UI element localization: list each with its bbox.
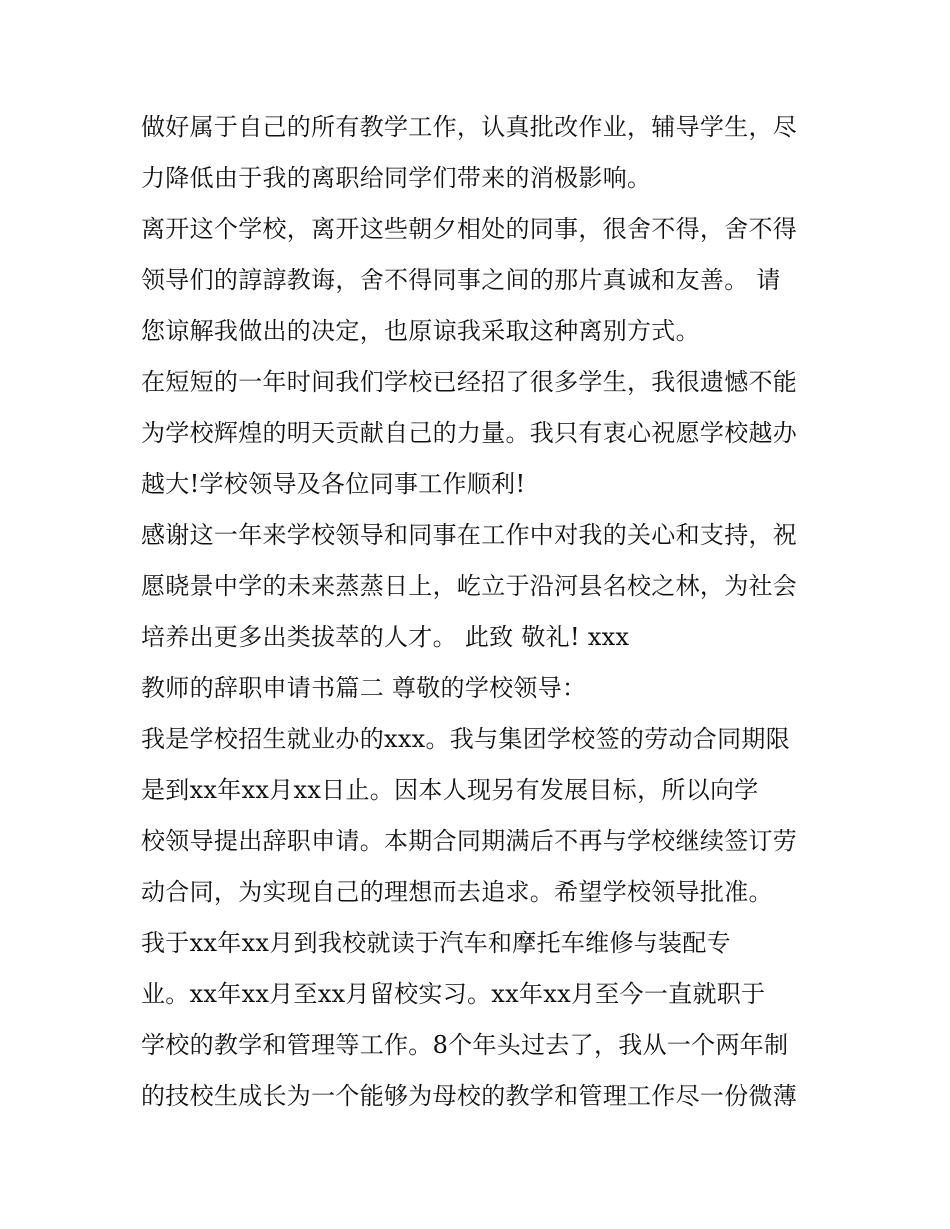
text-line: 您谅解我做出的决定，也原谅我采取这种离别方式。 bbox=[141, 317, 700, 345]
text-line: 学校的教学和管理等工作。8个年头过去了，我从一个两年制 bbox=[141, 1031, 789, 1059]
text-line: 动合同，为实现自己的理想而去追求。希望学校领导批准。 bbox=[141, 878, 773, 906]
text-line: 我是学校招生就业办的xxx。我与集团学校签的劳动合同期限 bbox=[141, 725, 791, 753]
text-line: 做好属于自己的所有教学工作，认真批改作业，辅导学生，尽 bbox=[141, 113, 798, 141]
text-line: 是到xx年xx月xx日止。因本人现另有发展目标，所以向学 bbox=[141, 776, 759, 804]
text-line: 愿晓景中学的未来蒸蒸日上，屹立于沿河县名校之林，为社会 bbox=[141, 572, 798, 600]
text-line: 我于xx年xx月到我校就读于汽车和摩托车维修与装配专 bbox=[141, 929, 731, 957]
text-line: 力降低由于我的离职给同学们带来的消极影响。 bbox=[141, 164, 652, 192]
text-line: 培养出更多出类拔萃的人才。 此致 敬礼! xxx bbox=[141, 623, 630, 651]
section-heading: 教师的辞职申请书篇二 尊敬的学校领导： bbox=[141, 674, 587, 702]
text-line: 在短短的一年时间我们学校已经招了很多学生，我很遗憾不能 bbox=[141, 368, 798, 396]
text-line: 为学校辉煌的明天贡献自己的力量。我只有衷心祝愿学校越办 bbox=[141, 419, 798, 447]
text-line: 离开这个学校，离开这些朝夕相处的同事，很舍不得，舍不得 bbox=[141, 215, 798, 243]
text-line: 领导们的諄諄教诲，舍不得同事之间的那片真诚和友善。 请 bbox=[141, 266, 781, 294]
text-line: 越大!学校领导及各位同事工作顺利! bbox=[141, 470, 526, 498]
text-line: 感谢这一年来学校领导和同事在工作中对我的关心和支持，祝 bbox=[141, 521, 798, 549]
text-line: 业。xx年xx月至xx月留校实习。xx年xx月至今一直就职于 bbox=[141, 980, 766, 1008]
text-line: 校领导提出辞职申请。本期合同期满后不再与学校继续签订劳 bbox=[141, 827, 798, 855]
text-line: 的技校生成长为一个能够为母校的教学和管理工作尽一份微薄 bbox=[141, 1082, 798, 1110]
